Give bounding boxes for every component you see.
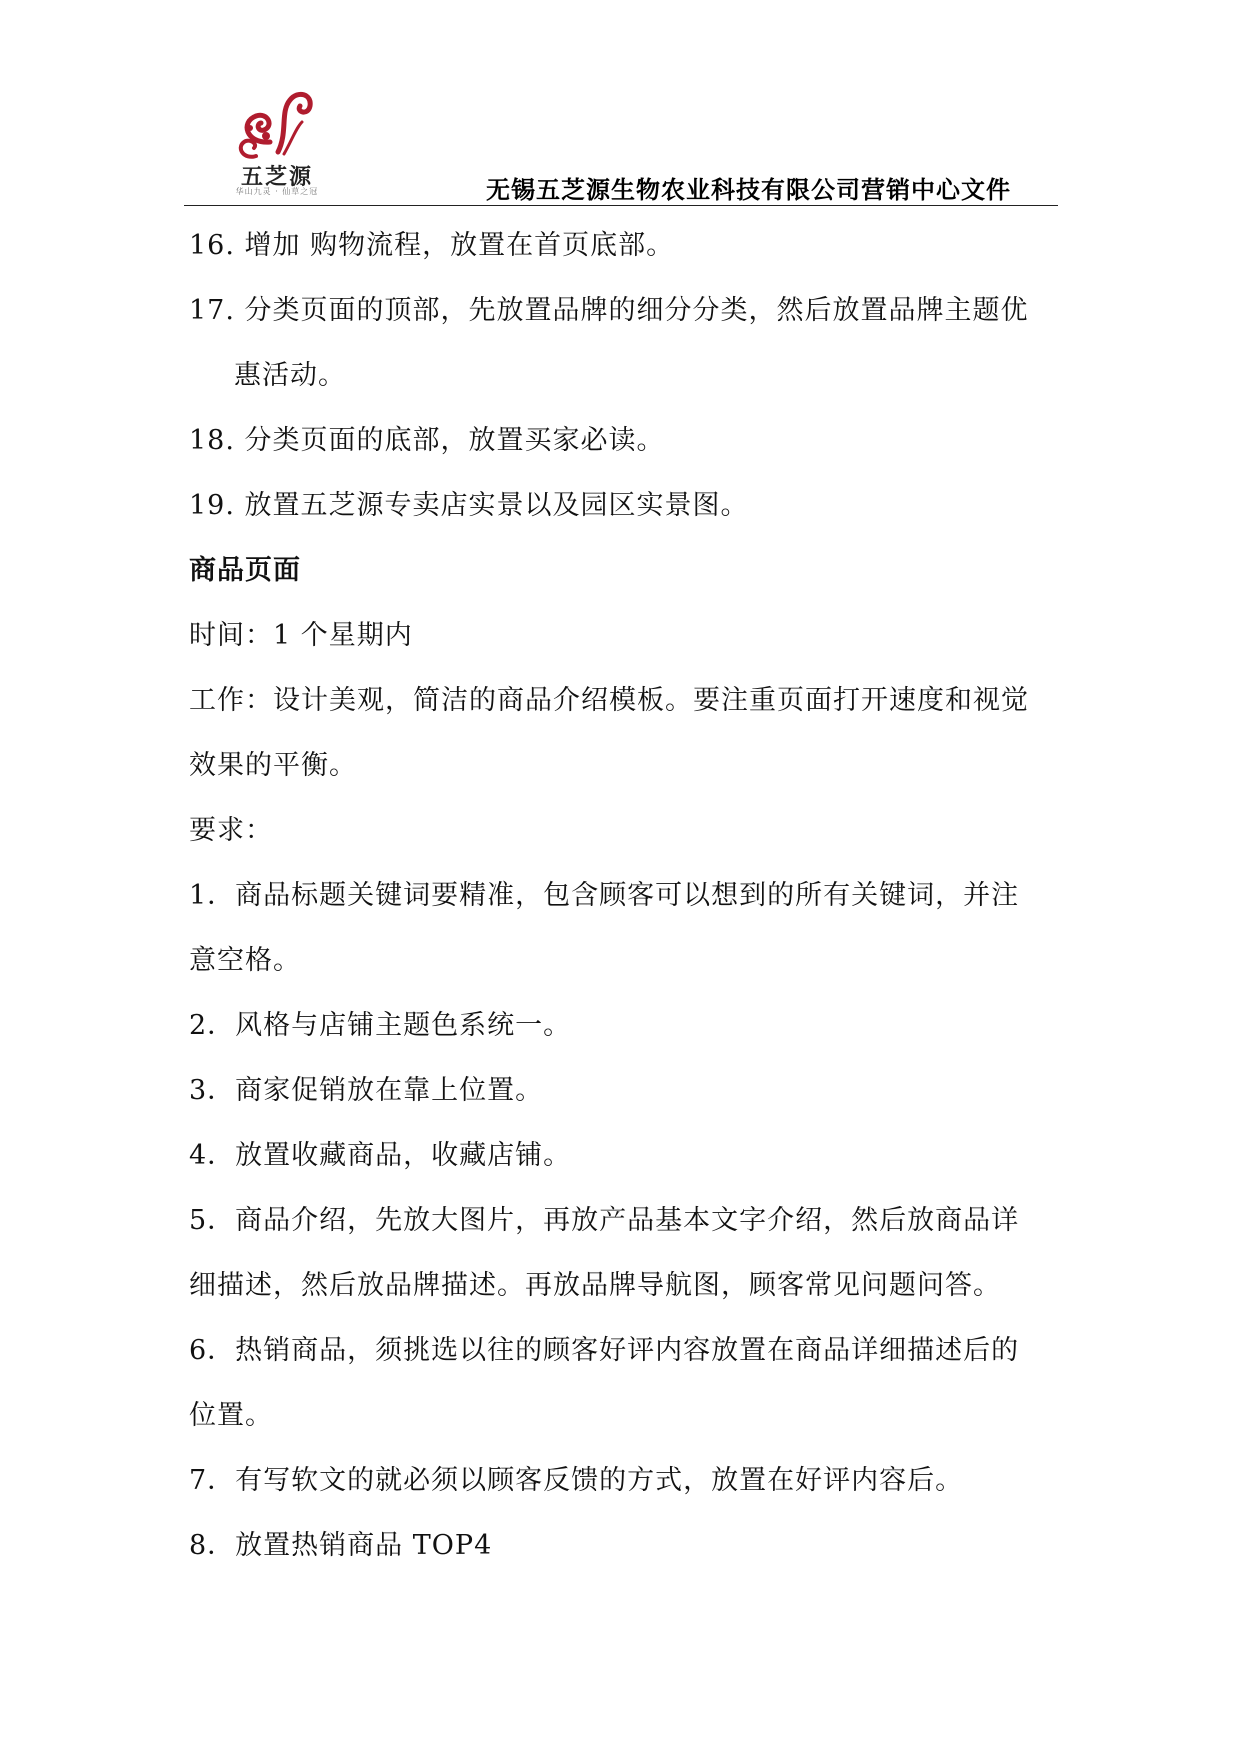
document-body — [189, 213, 1059, 1578]
document-header-title: 无锡五芝源生物农业科技有限公司营销中心文件 — [486, 176, 1011, 204]
list-item-continuation: 细描述，然后放品牌描述。再放品牌导航图，顾客常见问题问答。 — [189, 1270, 1001, 1301]
section-heading: 商品页面 — [189, 555, 301, 586]
paragraph: 要求： — [189, 815, 273, 846]
list-item-continuation: 意空格。 — [189, 945, 301, 976]
header-divider — [184, 205, 1058, 206]
list-item: 7．有写软文的就必须以顾客反馈的方式，放置在好评内容后。 — [189, 1465, 964, 1496]
list-item: 16. 增加 购物流程，放置在首页底部。 — [189, 230, 675, 261]
list-item: 8．放置热销商品 TOP4 — [189, 1530, 493, 1561]
list-item: 6．热销商品，须挑选以往的顾客好评内容放置在商品详细描述后的 — [189, 1335, 1020, 1366]
paragraph: 时间：1 个星期内 — [189, 620, 413, 651]
list-item: 1．商品标题关键词要精准，包含顾客可以想到的所有关键词，并注 — [189, 880, 1020, 911]
company-logo — [226, 82, 328, 200]
list-item: 17. 分类页面的顶部，先放置品牌的细分分类，然后放置品牌主题优 — [189, 295, 1029, 326]
list-item: 3．商家促销放在靠上位置。 — [189, 1075, 544, 1106]
list-item-continuation: 位置。 — [189, 1400, 273, 1431]
paragraph: 工作：设计美观，简洁的商品介绍模板。要注重页面打开速度和视觉 — [189, 685, 1029, 716]
list-item: 5．商品介绍，先放大图片，再放产品基本文字介绍，然后放商品详 — [189, 1205, 1020, 1236]
list-item: 2．风格与店铺主题色系统一。 — [189, 1010, 572, 1041]
list-item: 18. 分类页面的底部，放置买家必读。 — [189, 425, 665, 456]
logo-wordmark: 五芝源 — [240, 164, 313, 190]
list-item: 19. 放置五芝源专卖店实景以及园区实景图。 — [189, 490, 749, 521]
list-item-continuation: 惠活动。 — [234, 360, 346, 391]
logo-tagline: 华山九灵 · 仙草之冠 — [235, 187, 319, 196]
paragraph: 效果的平衡。 — [189, 750, 357, 781]
list-item: 4．放置收藏商品，收藏店铺。 — [189, 1140, 572, 1171]
